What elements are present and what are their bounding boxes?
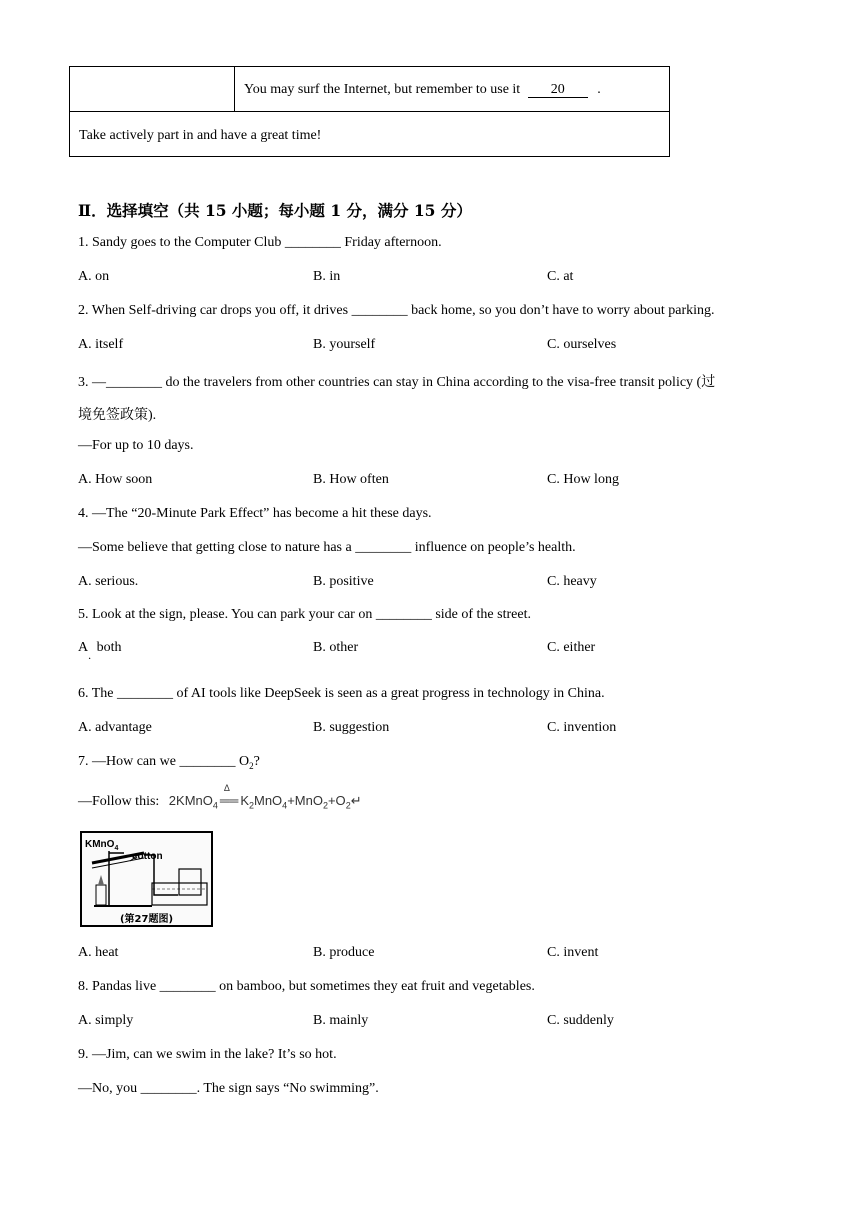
option-a bbox=[78, 640, 122, 662]
question-7-text: 7. —How can we ________ O bbox=[78, 754, 250, 769]
kmno4-text: KMnO bbox=[85, 839, 115, 850]
option-a: A. heat bbox=[78, 945, 119, 960]
option-b: B. positive bbox=[313, 574, 374, 589]
question-3-answer: —For up to 10 days. bbox=[78, 438, 194, 453]
option-c: C. either bbox=[547, 640, 596, 655]
delta-symbol: Δ bbox=[223, 783, 230, 793]
option-a-word: both bbox=[96, 640, 122, 655]
figure-caption: (第27题图) bbox=[119, 914, 174, 925]
option-a: A. advantage bbox=[78, 720, 152, 735]
option-c: C. How long bbox=[547, 472, 619, 487]
option-b: B. How often bbox=[313, 472, 389, 487]
section-title: Ⅱ．选择填空（共 15 小题；每小题 1 分，满分 15 分） bbox=[78, 201, 472, 220]
lab-apparatus-diagram bbox=[80, 831, 213, 927]
formula-sub: 2 bbox=[345, 800, 351, 811]
question-5: 5. Look at the sign, please. You can park your car on ________ side of the street. bbox=[78, 607, 531, 622]
option-b: B. in bbox=[313, 269, 341, 284]
option-b: B. yourself bbox=[313, 337, 376, 352]
question-2: 2. When Self-driving car drops you off, it drives ________ back home, so you don’t have to worry about parking. bbox=[78, 303, 715, 318]
formula-part: +MnO bbox=[287, 793, 323, 808]
equals-heat-sign: Δ ══ bbox=[219, 783, 239, 808]
kmno4-sub: 4 bbox=[114, 845, 119, 852]
cotton-label: cotton bbox=[132, 851, 163, 862]
answer-blank: 20 bbox=[528, 82, 588, 98]
formula-sub: 2 bbox=[248, 800, 254, 811]
row1-text: You may surf the Internet, but remember to use it bbox=[244, 82, 521, 97]
option-a: A. simply bbox=[78, 1013, 134, 1028]
chemical-formula bbox=[168, 783, 362, 811]
question-7-end: ? bbox=[253, 754, 260, 769]
question-9-line-2: —No, you ________. The sign says “No swimming”. bbox=[78, 1081, 379, 1096]
return-mark: ↵ bbox=[350, 793, 362, 808]
option-b: B. other bbox=[313, 640, 359, 655]
option-a: A. serious. bbox=[78, 574, 139, 589]
option-a-dot: . bbox=[88, 648, 92, 662]
info-table bbox=[69, 66, 670, 157]
question-8: 8. Pandas live ________ on bamboo, but sometimes they eat fruit and vegetables. bbox=[78, 979, 535, 994]
option-c: C. invention bbox=[547, 720, 617, 735]
formula-part: K bbox=[240, 793, 249, 808]
option-b: B. produce bbox=[313, 945, 375, 960]
question-7-follow bbox=[78, 783, 362, 811]
option-a: A. on bbox=[78, 269, 110, 284]
question-4-line-2: —Some believe that getting close to nature has a ________ influence on people’s health. bbox=[78, 540, 576, 555]
option-c: C. ourselves bbox=[547, 337, 617, 352]
row1-end: . bbox=[597, 82, 601, 97]
option-c: C. suddenly bbox=[547, 1013, 614, 1028]
formula-part: +O bbox=[327, 793, 346, 808]
table-cell-empty bbox=[70, 67, 235, 111]
formula-sub: 2 bbox=[322, 800, 328, 811]
question-1: 1. Sandy goes to the Computer Club ________ Friday afternoon. bbox=[78, 235, 442, 250]
table-row-2: Take actively part in and have a great time! bbox=[79, 128, 322, 143]
table-row bbox=[70, 67, 669, 112]
option-a: A. itself bbox=[78, 337, 124, 352]
formula-part: 2KMnO bbox=[168, 793, 213, 808]
option-a-letter: A bbox=[78, 640, 89, 655]
question-7-sub: 2 bbox=[249, 760, 254, 771]
option-a: A. How soon bbox=[78, 472, 153, 487]
option-b: B. mainly bbox=[313, 1013, 369, 1028]
option-c: C. at bbox=[547, 269, 574, 284]
formula-sub: 4 bbox=[282, 800, 288, 811]
option-c: C. heavy bbox=[547, 574, 597, 589]
question-9: 9. —Jim, can we swim in the lake? It’s so hot. bbox=[78, 1047, 337, 1062]
table-cell-text bbox=[244, 82, 601, 98]
kmno4-label bbox=[85, 839, 118, 852]
question-3: 3. —________ do the travelers from other countries can stay in China according to the visa-free transit policy (过 bbox=[78, 375, 716, 390]
option-c: C. invent bbox=[547, 945, 599, 960]
question-6: 6. The ________ of AI tools like DeepSeek is seen as a great progress in technology in China. bbox=[78, 686, 605, 701]
follow-text: —Follow this: bbox=[78, 794, 160, 809]
option-b: B. suggestion bbox=[313, 720, 390, 735]
formula-sub: 4 bbox=[212, 800, 218, 811]
question-4: 4. —The “20-Minute Park Effect” has become a hit these days. bbox=[78, 506, 432, 521]
question-7 bbox=[78, 754, 260, 771]
question-3-line-2: 境免签政策). bbox=[78, 408, 157, 423]
formula-part: MnO bbox=[254, 793, 283, 808]
